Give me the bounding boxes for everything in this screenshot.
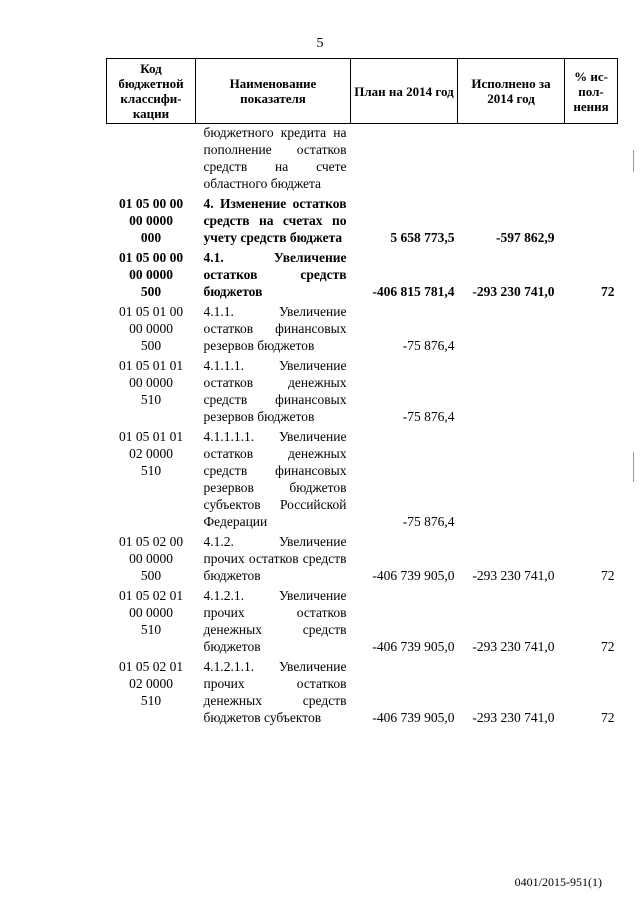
row-pct (565, 124, 618, 193)
row-code (107, 124, 196, 193)
row-name: 4.1.2. Увеличение прочих остатков средств бюджетов (203, 534, 347, 583)
row-plan: -75 876,4 (402, 338, 455, 353)
row-plan: 5 658 773,5 (390, 230, 455, 245)
row-pct: 72 (601, 710, 615, 725)
row-plan: -406 739 905,0 (372, 639, 455, 654)
row-plan: -406 739 905,0 (372, 568, 455, 583)
row-done: -293 230 741,0 (472, 710, 555, 725)
header-name: Наименование показателя (196, 59, 351, 124)
row-code: 01 05 00 00 00 0000 500 (118, 250, 184, 299)
row-name: 4. Изменение остатков средств на счетах по учету средств бюджета (203, 196, 347, 245)
scan-edge-mark (633, 452, 634, 482)
row-code: 01 05 00 00 00 0000 000 (118, 196, 184, 245)
row-name: 4.1.1.1.1. Увеличение остатков денежных средств финансовых резервов бюджетов субъектов Российской Федерации (203, 429, 347, 529)
scan-edge-mark (633, 150, 634, 172)
row-done (458, 354, 565, 425)
row-code: 01 05 02 01 00 0000 510 (118, 588, 184, 637)
row-done: -293 230 741,0 (472, 568, 555, 583)
table-header-row (107, 59, 618, 124)
row-plan (351, 124, 458, 193)
table-row (107, 425, 618, 530)
row-name: 4.1.2.1.1. Увеличение прочих остатков денежных средств бюджетов субъектов (203, 659, 347, 725)
row-code: 01 05 02 00 00 0000 500 (118, 534, 184, 583)
row-done (458, 425, 565, 530)
table-body (107, 124, 618, 727)
row-done: -293 230 741,0 (472, 284, 555, 299)
header-plan: План на 2014 год (351, 59, 458, 124)
table-row (107, 584, 618, 655)
row-pct (565, 300, 618, 354)
row-name: 4.1.1. Увеличение остатков финансовых резервов бюджетов (203, 304, 347, 353)
row-plan: -406 815 781,4 (372, 284, 455, 299)
header-pct: % ис-пол-нения (565, 59, 618, 124)
table-row (107, 192, 618, 246)
row-pct (565, 354, 618, 425)
row-name: бюджетного кредита на пополнение остатков средств на счете областного бюджета (203, 125, 347, 191)
row-pct: 72 (601, 284, 615, 299)
row-name: 4.1. Увеличение остатков средств бюджетов (203, 250, 347, 299)
table-row (107, 655, 618, 726)
row-name: 4.1.2.1. Увеличение прочих остатков денежных средств бюджетов (203, 588, 347, 654)
row-plan: -75 876,4 (402, 514, 455, 529)
row-pct (565, 425, 618, 530)
row-plan: -75 876,4 (402, 409, 455, 424)
row-plan: -406 739 905,0 (372, 710, 455, 725)
row-pct (565, 192, 618, 246)
row-done: -597 862,9 (496, 230, 555, 245)
row-code: 01 05 01 00 00 0000 500 (118, 304, 184, 353)
page-number: 5 (316, 36, 324, 51)
row-code: 01 05 01 01 02 0000 510 (118, 429, 184, 478)
row-code: 01 05 01 01 00 0000 510 (118, 358, 184, 407)
table-row (107, 124, 618, 193)
row-pct: 72 (601, 639, 615, 654)
row-code: 01 05 02 01 02 0000 510 (118, 659, 184, 708)
table-row (107, 300, 618, 354)
table-row (107, 354, 618, 425)
row-done: -293 230 741,0 (472, 639, 555, 654)
row-done (458, 300, 565, 354)
row-done (458, 124, 565, 193)
budget-table (106, 58, 618, 726)
document-code: 0401/2015-951(1) (514, 875, 602, 889)
row-pct: 72 (601, 568, 615, 583)
table-row (107, 246, 618, 300)
row-name: 4.1.1.1. Увеличение остатков денежных средств финансовых резервов бюджетов (203, 358, 347, 424)
table-row (107, 530, 618, 584)
header-code: Код бюджетной классифи-кации (107, 59, 196, 124)
header-done: Исполнено за 2014 год (458, 59, 565, 124)
